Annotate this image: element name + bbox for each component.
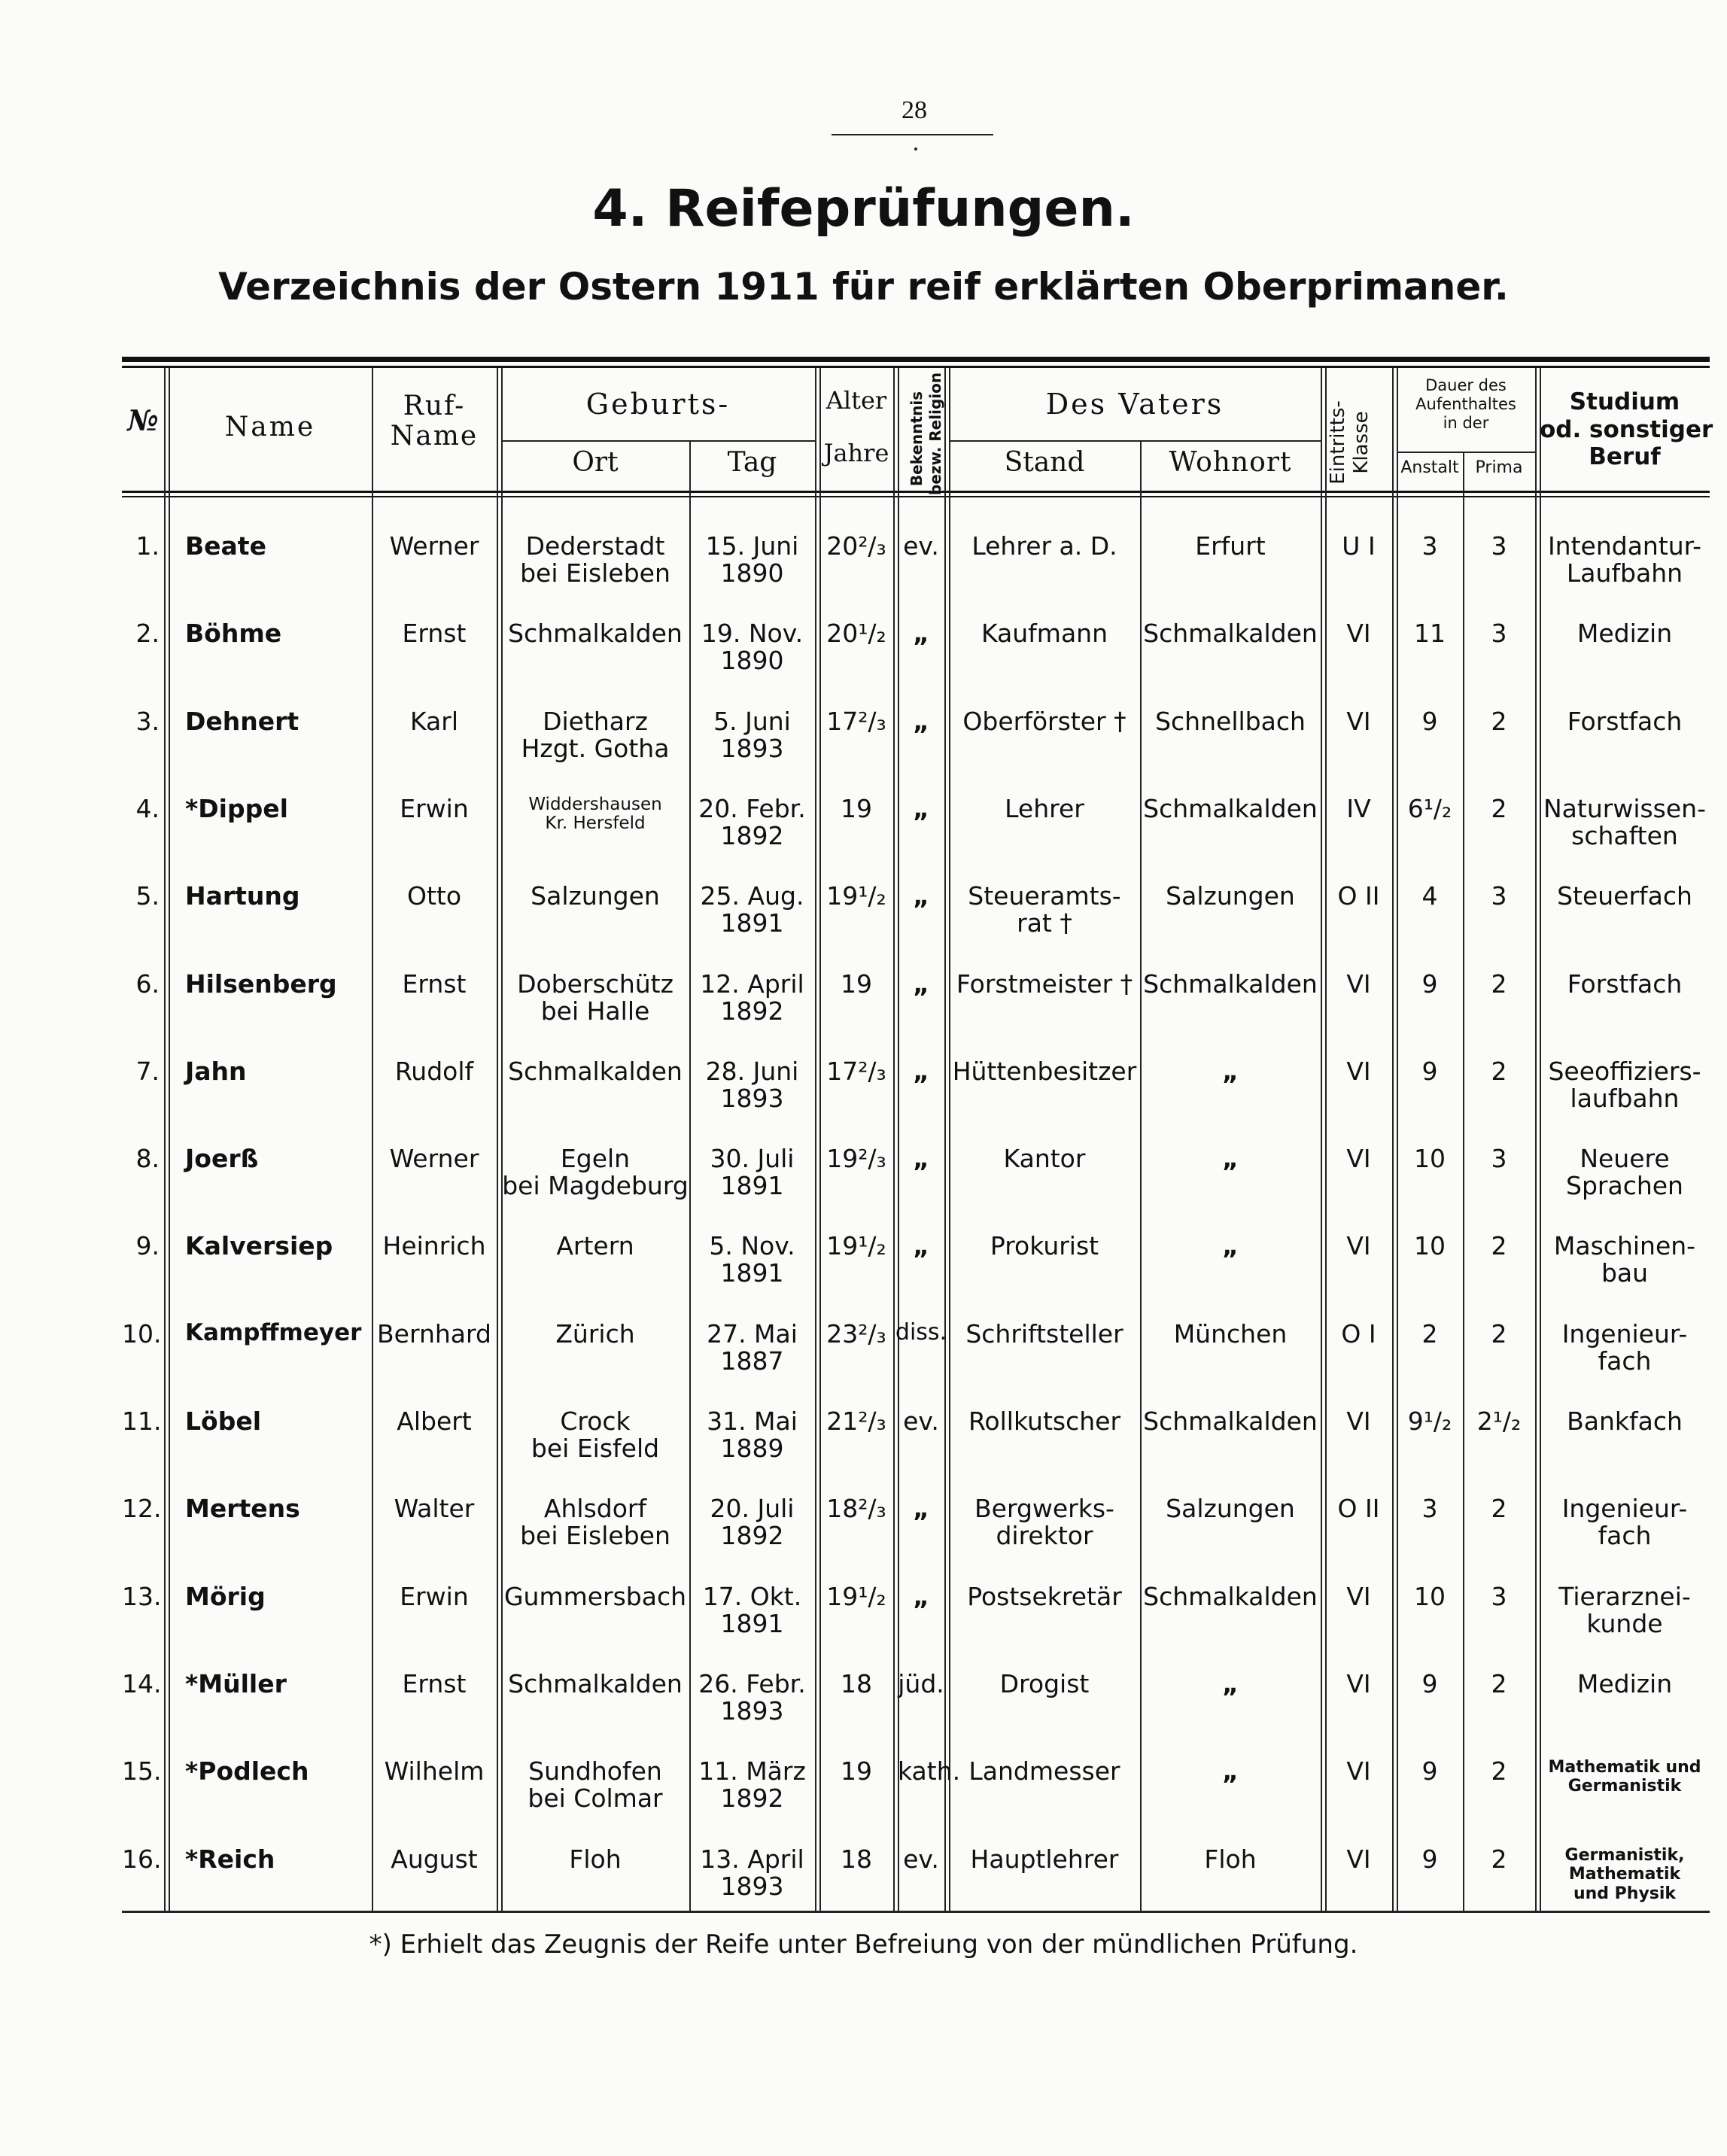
cell-prima: 3: [1491, 881, 1507, 911]
cell-geburtsort: Zürich: [555, 1319, 635, 1349]
cell-rufname: Ernst: [402, 1669, 467, 1698]
header-anstalt: Anstalt: [1400, 458, 1459, 477]
cell-bekenntnis: „: [913, 1057, 929, 1086]
cell-nr: 1.: [135, 531, 160, 561]
cell-alter: 20¹/₂: [826, 619, 886, 648]
cell-geburtstag: 11. März 1892: [698, 1756, 806, 1813]
cell-anstalt: 4: [1421, 881, 1438, 911]
cell-geburtsort: Ahlsdorf bei Eisleben: [520, 1494, 670, 1550]
cell-name: *Müller: [185, 1669, 287, 1698]
cell-rufname: Walter: [394, 1494, 475, 1523]
cell-geburtsort: Sundhofen bei Colmar: [528, 1756, 663, 1813]
cell-anstalt: 9: [1421, 707, 1438, 736]
cell-nr: 12.: [122, 1494, 162, 1523]
header-bottom-rule-thin: [122, 496, 1710, 497]
cell-beruf: Bankfach: [1567, 1406, 1683, 1436]
cell-prima: 2: [1491, 1844, 1507, 1874]
cell-name: Böhme: [185, 619, 282, 648]
cell-anstalt: 9: [1421, 969, 1438, 999]
cell-name: Kalversiep: [185, 1231, 333, 1260]
cell-nr: 16.: [122, 1844, 162, 1874]
cell-stand: Drogist: [999, 1669, 1090, 1698]
header-geburts: Geburts-: [585, 388, 731, 421]
page-number-rule: [832, 134, 993, 135]
cell-alter: 19¹/₂: [826, 1231, 886, 1260]
cell-geburtsort: Doberschütz bei Halle: [517, 969, 673, 1026]
cell-anstalt: 9: [1421, 1756, 1438, 1786]
cell-alter: 19¹/₂: [826, 1582, 886, 1611]
cell-stand: Schriftsteller: [965, 1319, 1123, 1349]
cell-name: Joerß: [185, 1144, 259, 1173]
cell-stand: Kaufmann: [981, 619, 1108, 648]
page-number: 28: [902, 96, 927, 124]
cell-alter: 17²/₃: [826, 1057, 886, 1086]
header-alter: Alter: [825, 386, 887, 415]
cell-wohnort: „: [1222, 1057, 1239, 1086]
cell-prima: 2: [1491, 1756, 1507, 1786]
cell-beruf: Ingenieur- fach: [1561, 1494, 1688, 1550]
cell-eintrittsklasse: VI: [1346, 1582, 1371, 1611]
cell-geburtstag: 13. April 1893: [700, 1844, 804, 1901]
cell-stand: Bergwerks- direktor: [974, 1494, 1114, 1550]
cell-anstalt: 3: [1421, 1494, 1438, 1523]
cell-beruf: Forstfach: [1567, 969, 1683, 999]
cell-stand: Hüttenbesitzer: [952, 1057, 1137, 1086]
cell-eintrittsklasse: VI: [1346, 1231, 1371, 1260]
cell-stand: Forstmeister †: [956, 969, 1133, 999]
cell-stand: Lehrer a. D.: [971, 531, 1117, 561]
cell-beruf: Medizin: [1576, 619, 1673, 648]
cell-name: *Reich: [185, 1844, 275, 1874]
cell-eintrittsklasse: U I: [1342, 531, 1376, 561]
cell-geburtstag: 30. Juli 1891: [710, 1144, 795, 1200]
table-top-rule-thin: [122, 366, 1710, 368]
cell-name: Dehnert: [185, 707, 299, 736]
cell-alter: 19²/₃: [826, 1144, 886, 1173]
cell-geburtstag: 17. Okt. 1891: [702, 1582, 802, 1638]
cell-nr: 6.: [135, 969, 160, 999]
cell-nr: 10.: [122, 1319, 162, 1349]
cell-geburtstag: 28. Juni 1893: [705, 1057, 799, 1113]
cell-wohnort: Schmalkalden: [1143, 794, 1318, 823]
cell-rufname: Ernst: [402, 619, 467, 648]
cell-beruf: Forstfach: [1567, 707, 1683, 736]
cell-wohnort: Schmalkalden: [1143, 1582, 1318, 1611]
cell-name: Beate: [185, 531, 266, 561]
cell-prima: 3: [1491, 619, 1507, 648]
cell-alter: 19: [841, 1756, 872, 1786]
cell-bekenntnis: ev.: [903, 531, 939, 561]
cell-eintrittsklasse: VI: [1346, 1057, 1371, 1086]
cell-prima: 2: [1491, 707, 1507, 736]
cell-anstalt: 10: [1414, 1144, 1446, 1173]
cell-beruf: Maschinen- bau: [1553, 1231, 1696, 1288]
cell-geburtstag: 25. Aug. 1891: [700, 881, 804, 938]
cell-prima: 3: [1491, 1582, 1507, 1611]
cell-rufname: Erwin: [400, 1582, 469, 1611]
cell-bekenntnis: „: [913, 1231, 929, 1260]
cell-stand: Oberförster †: [962, 707, 1127, 736]
cell-stand: Lehrer: [1005, 794, 1084, 823]
cell-name: Löbel: [185, 1406, 262, 1436]
cell-geburtsort: Salzungen: [531, 881, 660, 911]
cell-bekenntnis: „: [913, 1144, 929, 1173]
cell-eintrittsklasse: VI: [1346, 969, 1371, 999]
cell-nr: 7.: [135, 1057, 160, 1086]
cell-prima: 2: [1491, 1057, 1507, 1086]
cell-anstalt: 10: [1414, 1582, 1446, 1611]
cell-bekenntnis: „: [913, 707, 929, 736]
cell-nr: 11.: [122, 1406, 162, 1436]
cell-alter: 21²/₃: [826, 1406, 886, 1436]
cell-name: *Dippel: [185, 794, 288, 823]
table-bottom-rule: [122, 1911, 1710, 1913]
cell-anstalt: 2: [1421, 1319, 1438, 1349]
cell-rufname: Albert: [397, 1406, 472, 1436]
cell-prima: 3: [1491, 531, 1507, 561]
cell-bekenntnis: „: [913, 794, 929, 823]
cell-rufname: Wilhelm: [384, 1756, 485, 1786]
cell-beruf: Ingenieur- fach: [1561, 1319, 1688, 1376]
cell-rufname: Karl: [409, 707, 459, 736]
cell-geburtstag: 5. Juni 1893: [713, 707, 791, 763]
cell-geburtstag: 20. Juli 1892: [710, 1494, 795, 1550]
cell-geburtstag: 12. April 1892: [700, 969, 804, 1026]
cell-geburtsort: Egeln bei Magdeburg: [502, 1144, 689, 1200]
cell-bekenntnis: jüd.: [898, 1669, 944, 1698]
cell-anstalt: 10: [1414, 1231, 1446, 1260]
cell-geburtsort: Schmalkalden: [508, 1669, 683, 1698]
cell-alter: 18²/₃: [826, 1494, 886, 1523]
cell-alter: 19¹/₂: [826, 881, 886, 911]
cell-prima: 3: [1491, 1144, 1507, 1173]
cell-name: Mörig: [185, 1582, 266, 1611]
page-number-dot: [914, 147, 917, 151]
cell-bekenntnis: diss.: [895, 1319, 947, 1346]
cell-bekenntnis: „: [913, 619, 929, 648]
cell-anstalt: 6¹/₂: [1407, 794, 1452, 823]
cell-bekenntnis: „: [913, 1582, 929, 1611]
cell-nr: 2.: [135, 619, 160, 648]
header-wohnort: Wohnort: [1169, 447, 1292, 478]
cell-nr: 3.: [135, 707, 160, 736]
section-subtitle: Verzeichnis der Ostern 1911 für reif erklärten Oberprimaner.: [218, 265, 1509, 309]
cell-stand: Steueramts- rat †: [968, 881, 1121, 938]
cell-wohnort: „: [1222, 1669, 1239, 1698]
header-dauer: Dauer des Aufenthaltes in der: [1415, 376, 1516, 433]
cell-rufname: August: [391, 1844, 478, 1874]
cell-bekenntnis: „: [913, 881, 929, 911]
cell-alter: 23²/₃: [826, 1319, 886, 1349]
cell-rufname: Werner: [389, 531, 479, 561]
cell-geburtstag: 15. Juni 1890: [705, 531, 799, 588]
cell-beruf: Naturwissen- schaften: [1543, 794, 1706, 850]
cell-stand: Rollkutscher: [968, 1406, 1121, 1436]
header-stand: Stand: [1004, 447, 1085, 478]
cell-rufname: Werner: [389, 1144, 479, 1173]
cell-geburtsort: Schmalkalden: [508, 1057, 683, 1086]
cell-wohnort: Floh: [1204, 1844, 1257, 1874]
cell-prima: 2¹/₂: [1476, 1406, 1522, 1436]
cell-nr: 9.: [135, 1231, 160, 1260]
cell-geburtsort: Crock bei Eisfeld: [531, 1406, 660, 1463]
cell-wohnort: „: [1222, 1144, 1239, 1173]
cell-beruf: Germanistik, Mathematik und Physik: [1564, 1846, 1685, 1903]
cell-wohnort: Erfurt: [1195, 531, 1266, 561]
cell-alter: 20²/₃: [826, 531, 886, 561]
cell-name: Hartung: [185, 881, 300, 911]
cell-stand: Kantor: [1003, 1144, 1086, 1173]
cell-wohnort: Schmalkalden: [1143, 969, 1318, 999]
cell-bekenntnis: „: [913, 1494, 929, 1523]
cell-beruf: Steuerfach: [1557, 881, 1692, 911]
cell-geburtsort: Artern: [556, 1231, 634, 1260]
cell-rufname: Bernhard: [377, 1319, 491, 1349]
cell-anstalt: 11: [1414, 619, 1446, 648]
cell-eintrittsklasse: VI: [1346, 1144, 1371, 1173]
cell-geburtsort: Gummersbach: [503, 1582, 687, 1611]
cell-bekenntnis: kath.: [898, 1756, 961, 1786]
cell-wohnort: Salzungen: [1166, 1494, 1295, 1523]
cell-geburtsort: Dederstadt bei Eisleben: [520, 531, 670, 588]
header-name: Name: [224, 412, 316, 442]
cell-eintrittsklasse: VI: [1346, 1406, 1371, 1436]
cell-geburtsort: Widdershausen Kr. Hersfeld: [528, 795, 662, 833]
cell-stand: Prokurist: [990, 1231, 1099, 1260]
cell-geburtstag: 20. Febr. 1892: [698, 794, 806, 850]
header-bekenntnis: Bekenntnis bezw. Religion: [908, 372, 944, 495]
cell-eintrittsklasse: VI: [1346, 707, 1371, 736]
cell-eintrittsklasse: O II: [1337, 1494, 1380, 1523]
cell-wohnort: Schnellbach: [1155, 707, 1306, 736]
cell-nr: 4.: [135, 794, 160, 823]
header-tag: Tag: [727, 447, 777, 478]
cell-nr: 5.: [135, 881, 160, 911]
header-studium: Studium od. sonstiger Beruf: [1540, 388, 1713, 471]
cell-geburtstag: 27. Mai 1887: [707, 1319, 798, 1376]
cell-wohnort: Schmalkalden: [1143, 1406, 1318, 1436]
cell-rufname: Rudolf: [394, 1057, 474, 1086]
cell-geburtstag: 26. Febr. 1893: [698, 1669, 806, 1726]
cell-rufname: Ernst: [402, 969, 467, 999]
cell-prima: 2: [1491, 1494, 1507, 1523]
cell-stand: Postsekretär: [967, 1582, 1122, 1611]
cell-alter: 18: [841, 1844, 872, 1874]
cell-name: Jahn: [185, 1057, 247, 1086]
cell-wohnort: „: [1222, 1231, 1239, 1260]
cell-wohnort: München: [1173, 1319, 1288, 1349]
cell-name: *Podlech: [185, 1756, 309, 1786]
cell-beruf: Intendantur- Laufbahn: [1547, 531, 1702, 588]
cell-anstalt: 9: [1421, 1057, 1438, 1086]
cell-beruf: Tierarznei- kunde: [1558, 1582, 1691, 1638]
cell-alter: 18: [841, 1669, 872, 1698]
cell-eintrittsklasse: O I: [1341, 1319, 1376, 1349]
cell-eintrittsklasse: VI: [1346, 1669, 1371, 1698]
cell-bekenntnis: ev.: [903, 1406, 939, 1436]
cell-nr: 13.: [122, 1582, 162, 1611]
cell-alter: 19: [841, 794, 872, 823]
cell-geburtsort: Dietharz Hzgt. Gotha: [521, 707, 670, 763]
section-title: 4. Reifeprüfungen.: [592, 179, 1135, 239]
cell-eintrittsklasse: VI: [1346, 619, 1371, 648]
cell-alter: 19: [841, 969, 872, 999]
cell-beruf: Mathematik und Germanistik: [1548, 1758, 1701, 1796]
cell-geburtstag: 31. Mai 1889: [707, 1406, 798, 1463]
cell-name: Kampffmeyer: [185, 1319, 362, 1346]
cell-prima: 2: [1491, 969, 1507, 999]
cell-stand: Hauptlehrer: [970, 1844, 1119, 1874]
cell-rufname: Erwin: [400, 794, 469, 823]
cell-nr: 15.: [122, 1756, 162, 1786]
cell-geburtsort: Floh: [569, 1844, 622, 1874]
table-top-rule: [122, 357, 1710, 362]
cell-eintrittsklasse: VI: [1346, 1844, 1371, 1874]
header-rufname: Ruf- Name: [390, 391, 479, 452]
cell-bekenntnis: „: [913, 969, 929, 999]
header-nr: №: [127, 403, 159, 437]
cell-geburtstag: 5. Nov. 1891: [709, 1231, 795, 1288]
header-eintritts: Eintritts- Klasse: [1327, 400, 1373, 485]
cell-prima: 2: [1491, 1669, 1507, 1698]
cell-anstalt: 9¹/₂: [1407, 1406, 1452, 1436]
cell-beruf: Neuere Sprachen: [1566, 1144, 1683, 1200]
header-prima: Prima: [1475, 458, 1523, 477]
cell-name: Mertens: [185, 1494, 300, 1523]
cell-wohnort: Salzungen: [1166, 881, 1295, 911]
cell-eintrittsklasse: VI: [1346, 1756, 1371, 1786]
footnote: *) Erhielt das Zeugnis der Reife unter Befreiung von der mündlichen Prüfung.: [369, 1929, 1358, 1960]
cell-rufname: Otto: [406, 881, 462, 911]
cell-wohnort: Schmalkalden: [1143, 619, 1318, 648]
cell-eintrittsklasse: O II: [1337, 881, 1380, 911]
cell-beruf: Seeoffiziers- laufbahn: [1548, 1057, 1701, 1113]
cell-rufname: Heinrich: [382, 1231, 486, 1260]
header-ort: Ort: [572, 447, 619, 478]
cell-geburtsort: Schmalkalden: [508, 619, 683, 648]
header-jahre: Jahre: [823, 439, 889, 467]
cell-geburtstag: 19. Nov. 1890: [701, 619, 804, 675]
header-des-vaters: Des Vaters: [1045, 388, 1224, 421]
cell-name: Hilsenberg: [185, 969, 337, 999]
cell-nr: 14.: [122, 1669, 162, 1698]
cell-prima: 2: [1491, 1319, 1507, 1349]
cell-anstalt: 3: [1421, 531, 1438, 561]
cell-beruf: Medizin: [1576, 1669, 1673, 1698]
cell-bekenntnis: ev.: [903, 1844, 939, 1874]
cell-prima: 2: [1491, 1231, 1507, 1260]
cell-wohnort: „: [1222, 1756, 1239, 1786]
cell-prima: 2: [1491, 794, 1507, 823]
cell-eintrittsklasse: IV: [1346, 794, 1371, 823]
cell-anstalt: 9: [1421, 1844, 1438, 1874]
cell-stand: Landmesser: [968, 1756, 1120, 1786]
cell-anstalt: 9: [1421, 1669, 1438, 1698]
cell-alter: 17²/₃: [826, 707, 886, 736]
cell-nr: 8.: [135, 1144, 160, 1173]
